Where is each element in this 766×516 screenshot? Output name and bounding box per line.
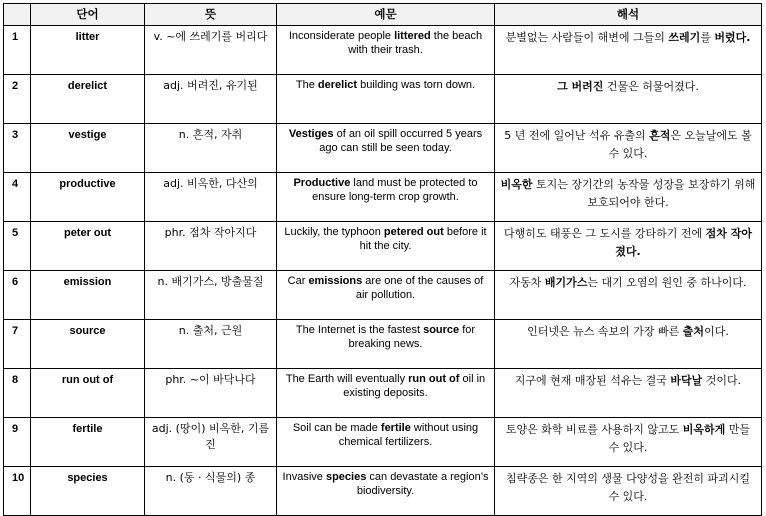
korean-translation	[495, 418, 762, 467]
example-sentence	[277, 173, 495, 222]
highlighted-text: fertile	[380, 422, 411, 434]
example-sentence	[277, 418, 495, 467]
highlighted-text: 배기가스	[544, 276, 588, 289]
word-meaning: n. 흔적, 자취	[145, 124, 277, 173]
table-row	[4, 26, 762, 75]
header-translation: 해석	[495, 4, 762, 26]
text-span: 토양은 화학 비료를 사용하지 않고도	[505, 423, 683, 436]
text-span: Car	[287, 275, 309, 287]
text-span: 분별없는 사람들이 해변에 그들의	[505, 31, 669, 44]
highlighted-text: 출처	[682, 325, 705, 338]
text-span: 자동차	[509, 276, 545, 289]
row-number: 7	[4, 320, 31, 369]
row-number: 6	[4, 271, 31, 320]
highlighted-text: Vestiges	[288, 128, 334, 140]
header-word: 단어	[31, 4, 145, 26]
table-row	[4, 418, 762, 467]
row-number: 1	[4, 26, 31, 75]
vocab-word: fertile	[31, 418, 145, 467]
vocab-word: emission	[31, 271, 145, 320]
table-row	[4, 222, 762, 271]
text-span: the beach with their trash.	[348, 30, 483, 56]
row-number: 10	[4, 467, 31, 516]
highlighted-text: 비옥하게	[682, 423, 726, 436]
highlighted-text: petered out	[383, 226, 444, 238]
vocab-word: productive	[31, 173, 145, 222]
example-sentence	[277, 467, 495, 516]
highlighted-text: derelict	[317, 79, 358, 91]
word-meaning: n. 배기가스, 방출물질	[145, 271, 277, 320]
table-row	[4, 320, 762, 369]
text-span: before it hit the city.	[359, 226, 487, 252]
highlighted-text: littered	[394, 30, 431, 42]
text-span: 은 오늘날에도 볼 수 있다.	[608, 129, 752, 160]
word-meaning: v. ~에 쓰레기를 버리다	[145, 26, 277, 75]
vocabulary-table	[3, 3, 762, 516]
table-row	[4, 124, 762, 173]
highlighted-text: run out of	[408, 373, 460, 385]
text-span: of an oil spill occurred 5 years ago can still be seen today.	[319, 128, 483, 154]
text-span: 는 대기 오염의 원인 중 하나이다.	[587, 276, 747, 289]
text-span: Luckily, the typhoon	[284, 226, 384, 238]
highlighted-text: 그 버려진	[557, 80, 604, 93]
highlighted-text: 쓰레기	[668, 31, 701, 44]
highlighted-text: 비옥한	[500, 178, 533, 191]
text-span: 인터넷은 뉴스 속보의 가장 빠른	[527, 325, 683, 338]
example-sentence	[277, 222, 495, 271]
text-span: building was torn down.	[357, 79, 476, 91]
example-sentence	[277, 369, 495, 418]
header-number	[4, 4, 31, 26]
example-sentence	[277, 320, 495, 369]
text-span: The Internet is the fastest	[295, 324, 424, 336]
text-span: Soil can be made	[292, 422, 381, 434]
row-number: 8	[4, 369, 31, 418]
text-span: without using chemical fertilizers.	[338, 422, 479, 448]
text-span: oil in existing deposits.	[343, 373, 486, 399]
vocab-word: source	[31, 320, 145, 369]
text-span: 만들 수 있다.	[608, 423, 751, 454]
text-span: 것이다.	[702, 374, 742, 387]
vocab-word: species	[31, 467, 145, 516]
header-meaning: 뜻	[145, 4, 277, 26]
vocab-word: derelict	[31, 75, 145, 124]
row-number: 3	[4, 124, 31, 173]
header-example: 예문	[277, 4, 495, 26]
example-sentence	[277, 271, 495, 320]
text-span: 를	[700, 31, 715, 44]
highlighted-text: emissions	[308, 275, 363, 287]
korean-translation	[495, 75, 762, 124]
table-row	[4, 271, 762, 320]
row-number: 4	[4, 173, 31, 222]
example-sentence	[277, 26, 495, 75]
row-number: 9	[4, 418, 31, 467]
highlighted-text: 점차 작아졌다.	[615, 227, 752, 258]
vocab-word: litter	[31, 26, 145, 75]
header-row	[4, 4, 762, 26]
word-meaning: phr. 점차 작아지다	[145, 222, 277, 271]
korean-translation	[495, 320, 762, 369]
text-span: 5 년 전에 일어난 석유 유출의	[504, 129, 650, 142]
row-number: 5	[4, 222, 31, 271]
text-span: are one of the causes of air pollution.	[355, 275, 484, 301]
text-span: The Earth will eventually	[285, 373, 409, 385]
word-meaning: phr. ~이 바닥나다	[145, 369, 277, 418]
highlighted-text: 바닥날	[670, 374, 703, 387]
text-span: The	[295, 79, 318, 91]
text-span: 지구에 현재 매장된 석유는 결국	[514, 374, 671, 387]
korean-translation	[495, 271, 762, 320]
word-meaning: n. 출처, 근원	[145, 320, 277, 369]
text-span: 침략종은 한 지역의 생물 다양성을 완전히 파괴시킬 수 있다.	[505, 472, 751, 503]
example-sentence	[277, 124, 495, 173]
table-row	[4, 467, 762, 516]
vocab-word: peter out	[31, 222, 145, 271]
highlighted-text: source	[423, 324, 460, 336]
word-meaning: adj. (땅이) 비옥한, 기름진	[145, 418, 277, 467]
korean-translation	[495, 124, 762, 173]
korean-translation	[495, 222, 762, 271]
word-meaning: adj. 비옥한, 다산의	[145, 173, 277, 222]
korean-translation	[495, 173, 762, 222]
highlighted-text: Productive	[293, 177, 351, 189]
korean-translation	[495, 26, 762, 75]
text-span: can devastate a region’s biodiversity.	[356, 471, 489, 497]
highlighted-text: 흔적	[649, 129, 671, 142]
text-span: land must be protected to ensure long-term crop growth.	[312, 177, 478, 203]
text-span: 이다.	[704, 325, 729, 338]
vocab-word: vestige	[31, 124, 145, 173]
text-span: for breaking news.	[348, 324, 476, 350]
text-span: Inconsiderate people	[288, 30, 395, 42]
word-meaning: adj. 버려진, 유기된	[145, 75, 277, 124]
row-number: 2	[4, 75, 31, 124]
example-sentence	[277, 75, 495, 124]
table-row	[4, 75, 762, 124]
text-span: Invasive	[282, 471, 326, 483]
text-span: 토지는 장기간의 농작물 성장을 보장하기 위해 보호되어야 한다.	[532, 178, 756, 209]
vocab-word: run out of	[31, 369, 145, 418]
highlighted-text: 버렸다.	[714, 31, 751, 44]
text-span: 건물은 허물어졌다.	[603, 80, 699, 93]
korean-translation	[495, 467, 762, 516]
korean-translation	[495, 369, 762, 418]
highlighted-text: species	[325, 471, 367, 483]
table-row	[4, 173, 762, 222]
text-span: 다행히도 태풍은 그 도시를 강타하기 전에	[504, 227, 706, 240]
table-row	[4, 369, 762, 418]
word-meaning: n. (동 · 식물의) 종	[145, 467, 277, 516]
